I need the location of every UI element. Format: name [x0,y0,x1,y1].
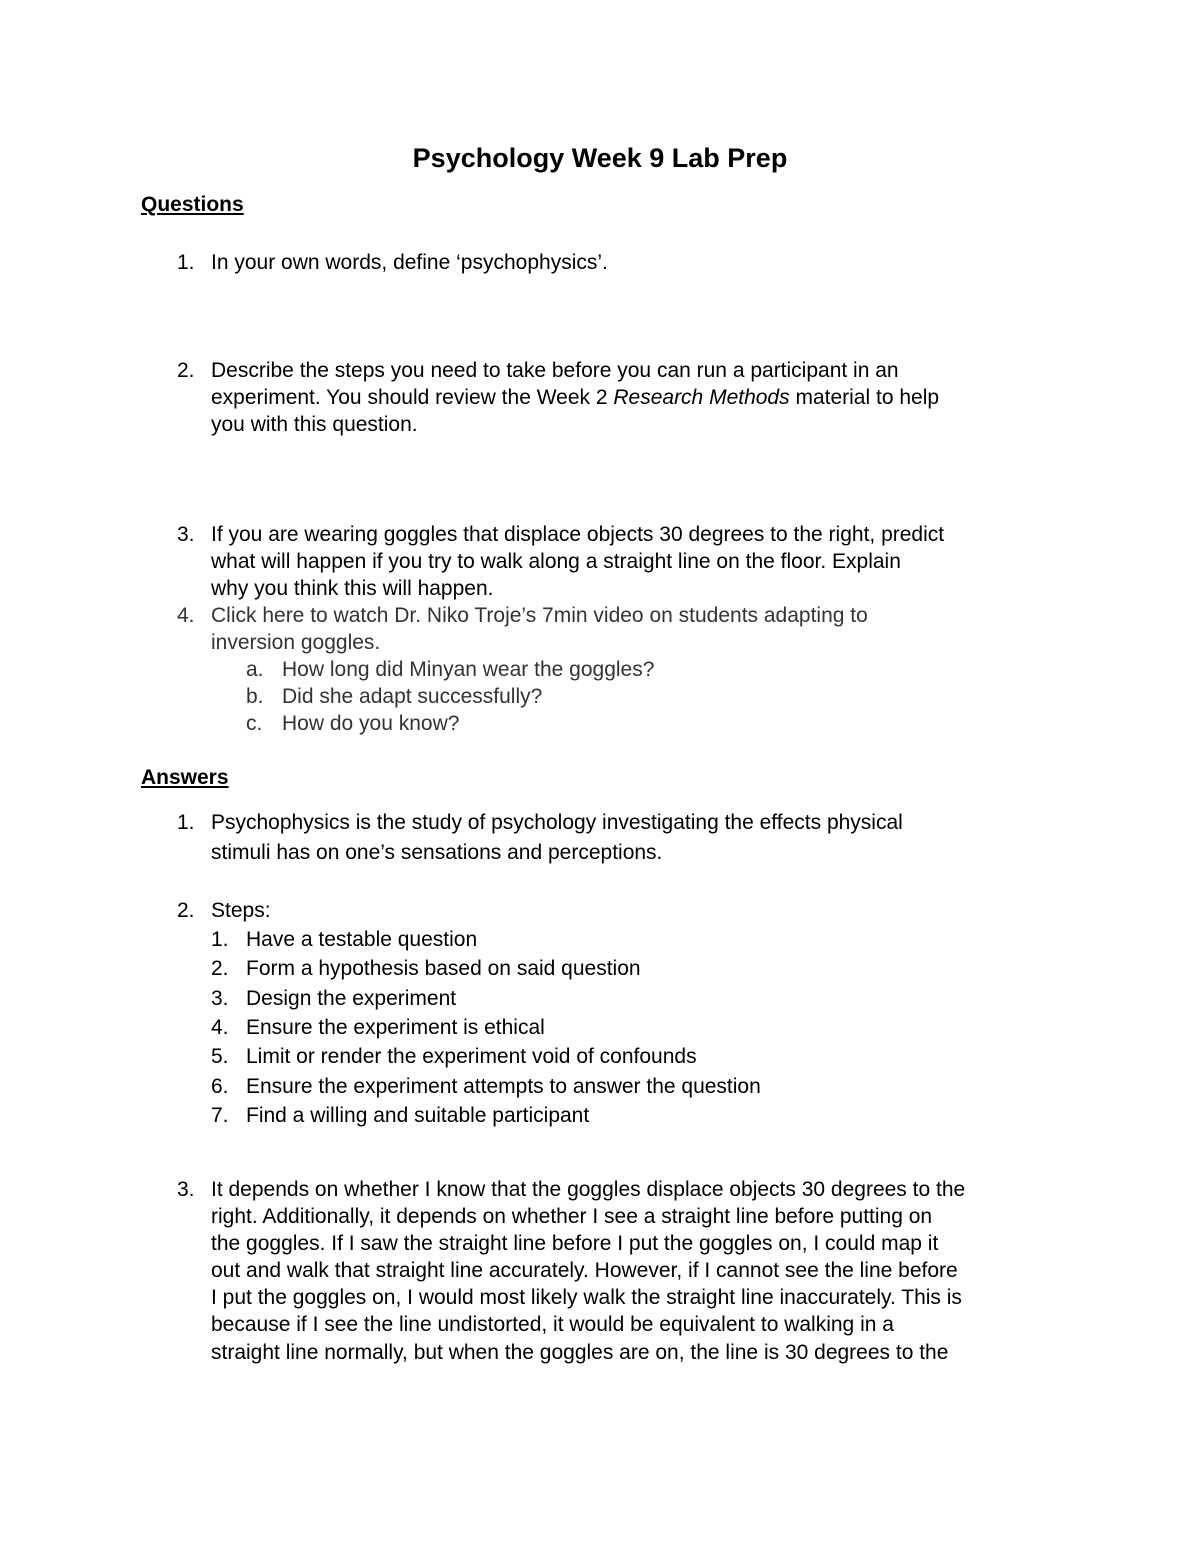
video-link[interactable]: Click here to watch Dr. Niko Troje’s 7min video on students adapting to [211,604,868,627]
question-text-line: you with this question. [211,413,418,436]
step-text: Limit or render the experiment void of confounds [246,1045,697,1068]
step-number: 2. [211,957,229,980]
question-text-segment: experiment. You should review the Week 2 [211,386,614,409]
question-number: 3. [177,523,195,546]
question-text-line: If you are wearing goggles that displace objects 30 degrees to the right, predict [211,523,945,546]
step-text: Ensure the experiment attempts to answer the question [246,1075,761,1098]
step-text: Ensure the experiment is ethical [246,1016,545,1039]
answer-text-line: I put the goggles on, I would most likely walk the straight line inaccurately. This is [211,1286,962,1309]
step-text: Form a hypothesis based on said question [246,957,641,980]
questions-heading: Questions [141,193,244,216]
question-text-line: what will happen if you try to walk along a straight line on the floor. Explain [211,550,901,573]
question-number: 4. [177,604,195,627]
question-text-line [211,384,939,411]
step-text: Design the experiment [246,987,457,1010]
question-text-segment: material to help [789,386,940,409]
subquestion-text: Did she adapt successfully? [282,685,543,708]
question-text-line: why you think this will happen. [211,577,494,600]
question-number: 2. [177,359,195,382]
answer-text-line: Steps: [211,899,271,922]
step-number: 3. [211,987,229,1010]
answer-text-line: straight line normally, but when the goggles are on, the line is 30 degrees to the [211,1341,949,1364]
step-number: 4. [211,1016,229,1039]
answer-text-line: out and walk that straight line accurately. However, if I cannot see the line before [211,1259,958,1282]
answer-text-line: It depends on whether I know that the goggles displace objects 30 degrees to the [211,1178,966,1201]
subquestion-letter: b. [246,685,264,708]
question-text-line: Describe the steps you need to take before you can run a participant in an [211,359,899,382]
step-text: Have a testable question [246,928,478,951]
answer-text-line: stimuli has on one’s sensations and perceptions. [211,841,663,864]
subquestion-text: How long did Minyan wear the goggles? [282,658,655,681]
question-text-line: inversion goggles. [211,631,381,654]
step-text: Find a willing and suitable participant [246,1104,590,1127]
answer-text-line: the goggles. If I saw the straight line before I put the goggles on, I could map it [211,1232,939,1255]
subquestion-letter: c. [246,712,263,735]
step-number: 5. [211,1045,229,1068]
answers-heading: Answers [141,766,229,789]
answer-number: 2. [177,899,195,922]
step-number: 7. [211,1104,229,1127]
subquestion-letter: a. [246,658,264,681]
italic-reference: Research Methods [613,386,790,409]
answer-number: 3. [177,1178,195,1201]
document-title: Psychology Week 9 Lab Prep [412,143,788,173]
question-text-line: In your own words, define ‘psychophysics’. [211,251,608,274]
answer-number: 1. [177,811,195,834]
question-number: 1. [177,251,195,274]
answer-text-line: because if I see the line undistorted, it would be equivalent to walking in a [211,1313,894,1336]
step-number: 6. [211,1075,229,1098]
answer-text-line: Psychophysics is the study of psychology investigating the effects physical [211,811,903,834]
subquestion-text: How do you know? [282,712,460,735]
answer-text-line: right. Additionally, it depends on whether I see a straight line before putting on [211,1205,933,1228]
step-number: 1. [211,928,229,951]
